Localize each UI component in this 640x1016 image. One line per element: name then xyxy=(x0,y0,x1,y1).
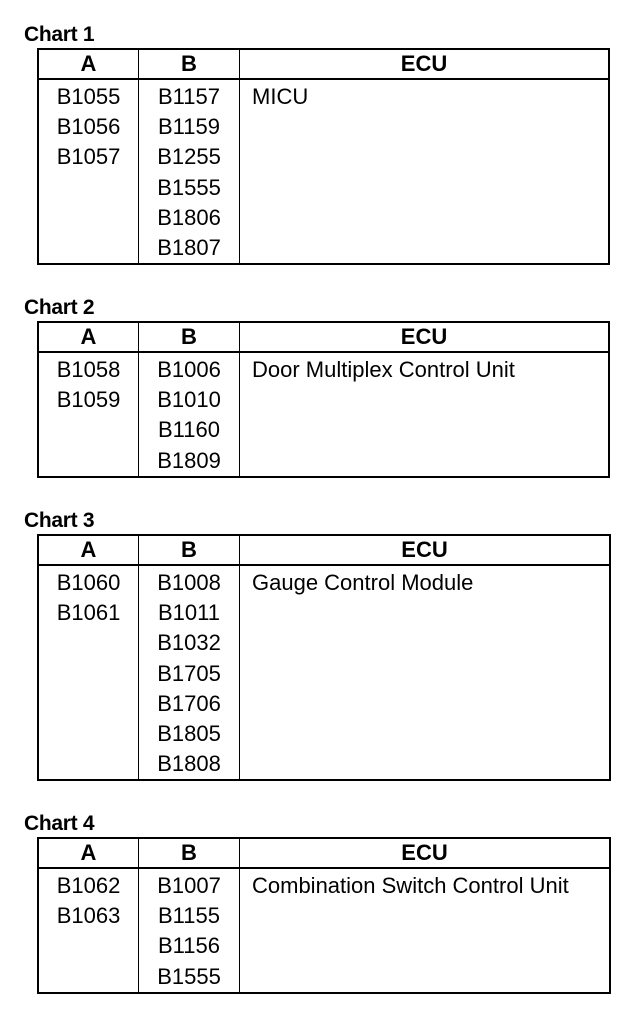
code-b: B1808 xyxy=(157,751,221,777)
code-b: B1159 xyxy=(158,114,220,140)
ecu-cell xyxy=(240,79,610,264)
code-a: B1055 xyxy=(56,84,121,109)
table-row xyxy=(38,352,609,477)
column-header-ecu: ECU xyxy=(240,535,611,565)
chart-title: Chart 1 xyxy=(24,23,95,46)
chart-4-section xyxy=(24,811,611,994)
code-b: B1809 xyxy=(157,447,221,473)
column-a-cell xyxy=(38,868,139,993)
code-b: B1255 xyxy=(157,144,221,170)
column-header-a: A xyxy=(38,322,139,352)
code-b: B1157 xyxy=(158,84,220,109)
column-a-cell xyxy=(38,352,139,477)
column-header-b: B xyxy=(139,49,240,79)
code-b: B1555 xyxy=(157,174,221,200)
code-b: B1705 xyxy=(157,660,221,686)
code-b: B1010 xyxy=(157,387,221,413)
code-b: B1008 xyxy=(157,570,221,595)
code-b: B1805 xyxy=(157,720,221,746)
code-b: B1807 xyxy=(157,234,221,260)
column-header-b: B xyxy=(139,322,240,352)
code-b: B1156 xyxy=(158,933,220,959)
column-header-ecu: ECU xyxy=(240,49,610,79)
chart-table xyxy=(37,837,611,994)
code-b: B1032 xyxy=(157,630,221,656)
chart-2-section xyxy=(24,295,610,478)
code-b: B1007 xyxy=(157,873,221,898)
column-header-ecu: ECU xyxy=(240,838,611,868)
code-b: B1806 xyxy=(157,204,221,230)
column-a-cell xyxy=(38,565,139,780)
column-header-b: B xyxy=(139,535,240,565)
column-a-cell xyxy=(38,79,139,264)
chart-table xyxy=(37,534,611,781)
ecu-name: Door Multiplex Control Unit xyxy=(252,357,515,382)
column-b-cell xyxy=(139,565,240,780)
ecu-name: Gauge Control Module xyxy=(252,570,474,595)
code-a: B1062 xyxy=(56,873,121,898)
code-b: B1006 xyxy=(157,357,221,382)
chart-1-section xyxy=(24,22,610,265)
table-row xyxy=(38,565,610,780)
column-b-cell xyxy=(139,868,240,993)
table-row xyxy=(38,79,609,264)
chart-table xyxy=(37,48,610,265)
ecu-cell xyxy=(240,868,611,993)
column-b-cell xyxy=(139,352,240,477)
chart-title: Chart 4 xyxy=(24,812,95,835)
code-b: B1011 xyxy=(158,600,220,626)
column-header-a: A xyxy=(38,49,139,79)
code-a: B1059 xyxy=(56,387,121,413)
code-b: B1555 xyxy=(157,963,221,989)
chart-title: Chart 2 xyxy=(24,296,95,319)
table-row xyxy=(38,868,610,993)
ecu-cell xyxy=(240,352,610,477)
code-b: B1706 xyxy=(157,690,221,716)
code-a: B1061 xyxy=(56,600,121,626)
chart-3-section xyxy=(24,508,611,781)
chart-table xyxy=(37,321,610,478)
code-a: B1056 xyxy=(56,114,121,140)
code-a: B1058 xyxy=(56,357,121,382)
ecu-name: MICU xyxy=(252,84,309,109)
code-b: B1155 xyxy=(158,903,220,929)
column-header-a: A xyxy=(38,535,139,565)
code-a: B1063 xyxy=(56,903,121,929)
code-a: B1057 xyxy=(56,144,121,170)
code-a: B1060 xyxy=(56,570,121,595)
chart-title: Chart 3 xyxy=(24,509,95,532)
column-header-ecu: ECU xyxy=(240,322,610,352)
column-header-a: A xyxy=(38,838,139,868)
code-b: B1160 xyxy=(158,417,220,443)
column-b-cell xyxy=(139,79,240,264)
ecu-cell xyxy=(240,565,611,780)
column-header-b: B xyxy=(139,838,240,868)
ecu-name: Combination Switch Control Unit xyxy=(252,873,569,898)
